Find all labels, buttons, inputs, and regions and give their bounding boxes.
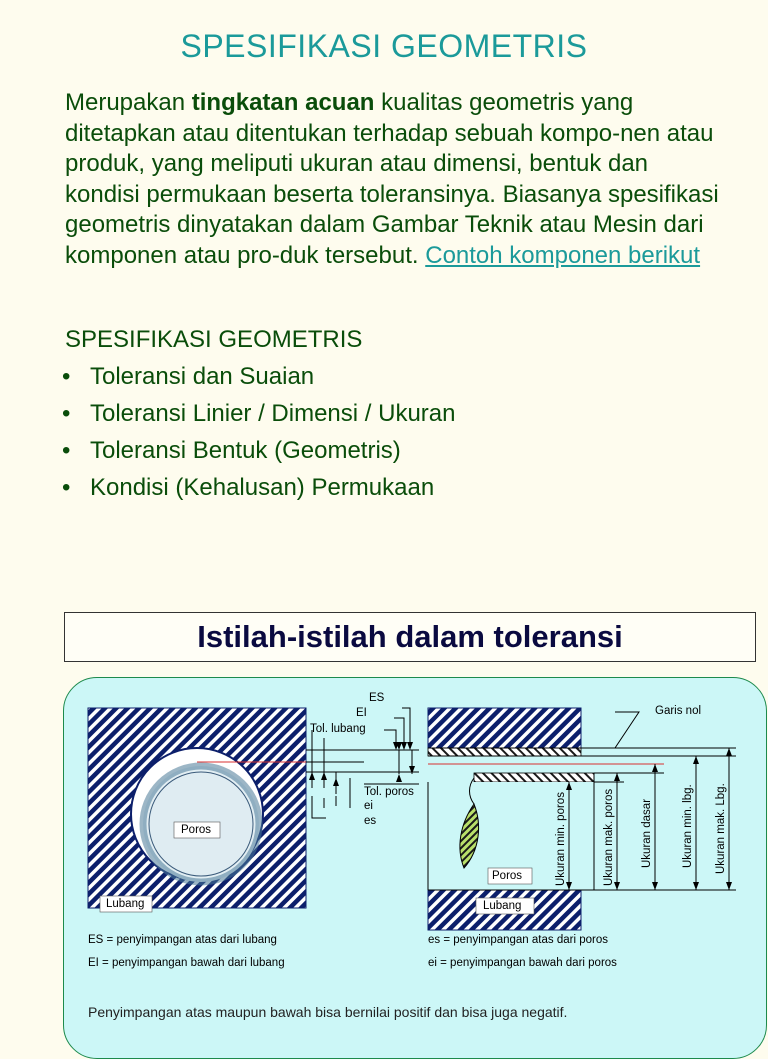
legend-ei: ei = penyimpangan bawah dari poros [428,957,617,969]
list-item-label: Toleransi dan Suaian [90,363,315,390]
label-ukuran-min-poros: Ukuran min. poros [555,792,567,886]
example-link[interactable]: Contoh komponen berikut [425,241,701,269]
legend-es: es = penyimpangan atas dari poros [428,934,608,946]
section-title-box: Istilah-istilah dalam toleransi [64,612,756,662]
label-tol-lubang: Tol. lubang [310,723,366,735]
label-poros-left: Poros [181,824,212,836]
hole-block-left [88,708,306,908]
label-ei-upper: EI [356,707,367,719]
label-ukuran-mak-lbg: Ukuran mak. Lbg. [715,783,727,874]
list-item: • Toleransi Linier / Dimensi / Ukuran [62,400,456,427]
label-garis-nol: Garis nol [655,705,702,717]
label-ukuran-mak-poros: Ukuran mak. poros [603,788,615,886]
legend-EI: EI = penyimpangan bawah dari lubang [88,957,285,969]
intro-text-rest: kualitas geometris yang ditetapkan atau ditentukan terhadap sebuah kompo-nen atau produk, yang meliputi ukuran atau dimensi, bentuk dan kondisi permukaan beserta toleransinya. Biasanya spesifikasi geometris dinyatakan dalam Gambar Teknik atau Mesin dari komponen atau pro-duk tersebut. [65,89,719,269]
label-ukuran-dasar: Ukuran dasar [641,798,653,868]
intro-paragraph [65,88,725,271]
legend-ES: ES = penyimpangan atas dari lubang [88,934,277,946]
label-lubang-left: Lubang [106,898,145,910]
deviation-note: Penyimpangan atas maupun bawah bisa bernilai positif dan bisa juga negatif. [88,1004,568,1020]
spec-heading: SPESIFIKASI GEOMETRIS [65,326,363,353]
tolerance-drawing [64,678,766,1025]
page-title: SPESIFIKASI GEOMETRIS [180,28,588,64]
tolerance-diagram [63,677,767,1059]
list-item-label: Toleransi Linier / Dimensi / Ukuran [90,400,456,427]
spec-list [62,362,455,510]
label-ei-lower: ei [364,800,373,812]
list-item-label: Toleransi Bentuk (Geometris) [90,437,401,464]
label-ukuran-min-lbg: Ukuran min. lbg. [682,784,694,868]
list-item: • Toleransi dan Suaian [62,363,315,390]
list-item-label: Kondisi (Kehalusan) Permukaan [90,474,435,501]
list-item: • Kondisi (Kehalusan) Permukaan [62,474,435,501]
label-poros-right: Poros [492,870,523,882]
label-es-lower: es [364,815,377,827]
list-item: • Toleransi Bentuk (Geometris) [62,437,401,464]
intro-text-start: Merupakan [65,89,192,116]
label-lubang-right: Lubang [483,900,522,912]
intro-bold-term: tingkatan acuan [191,89,375,116]
label-tol-poros: Tol. poros [364,786,414,798]
label-es-upper: ES [369,692,385,704]
